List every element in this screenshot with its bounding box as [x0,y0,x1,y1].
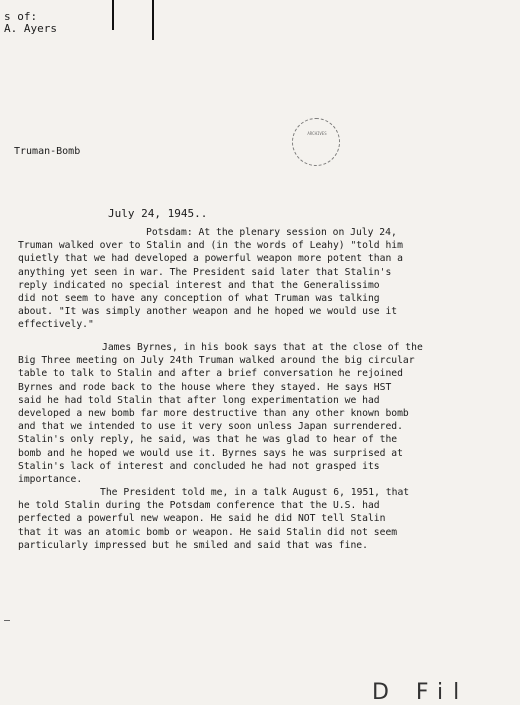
header-line-2: A. Ayers [4,22,57,35]
paragraph-line: said he had told Stalin that after long experimentation we had [18,394,380,406]
footer-handwriting: D Fil [372,680,470,705]
document-subject: Truman-Bomb [14,146,81,157]
paragraph-line: that it was an atomic bomb or weapon. He said Stalin did not seem [18,526,398,538]
paragraph-line: importance. [18,474,83,486]
paragraph-line: Truman walked over to Stalin and (in the words of Leahy) "told him [18,240,403,252]
paragraph-line: developed a new bomb far more destructive than any other known bomb [18,408,409,420]
paragraph-line: particularly impressed but he smiled and said that was fine. [18,539,368,551]
header-box [0,0,154,40]
paragraph-line: The President told me, in a talk August 6, 1951, that [100,487,410,498]
paragraph-line: anything yet seen in war. The President said later that Stalin's [18,266,392,278]
paragraph-line: about. "It was simply another weapon and he hoped we would use it [18,306,398,318]
header-tick-mark [112,0,114,30]
paragraph-line: Big Three meeting on July 24th Truman walked around the big circular [18,355,415,367]
paragraph-line: reply indicated no special interest and that the Generalissimo [18,279,380,291]
margin-mark [4,620,10,621]
paragraph-line: bomb and he hoped we would use it. Byrnes says he was surprised at [18,447,403,459]
paragraph-line: perfected a powerful new weapon. He said he did NOT tell Stalin [18,513,386,525]
header-line-1: s of: [4,10,38,23]
paragraph-2 [18,341,514,486]
paragraph-line: James Byrnes, in his book says that at the close of the [102,342,423,353]
paragraph-line: Potsdam: At the plenary session on July 24, [146,227,397,238]
paragraph-line: and that we intended to use it very soon unless Japan surrendered. [18,421,403,433]
paragraph-3 [18,486,514,552]
paragraph-line: did not seem to have any conception of what Truman was talking [18,293,380,305]
archive-stamp-text: ARCHIVES [307,131,327,136]
paragraph-line: table to talk to Stalin and after a brief conversation he rejoined [18,368,403,380]
paragraph-line: effectively." [18,319,94,331]
paragraph-line: Stalin's lack of interest and concluded he had not grasped its [18,460,380,472]
paragraph-line: he told Stalin during the Potsdam conference that the U.S. had [18,500,380,512]
archive-stamp [292,118,340,166]
paragraph-line: quietly that we had developed a powerful weapon more potent than a [18,253,403,265]
paragraph-1 [18,226,514,332]
paragraph-line: Stalin's only reply, he said, was that he was glad to hear of the [18,434,398,446]
paragraph-line: Byrnes and rode back to the house where they stayed. He says HST [18,381,392,393]
document-date: July 24, 1945.. [108,207,208,220]
